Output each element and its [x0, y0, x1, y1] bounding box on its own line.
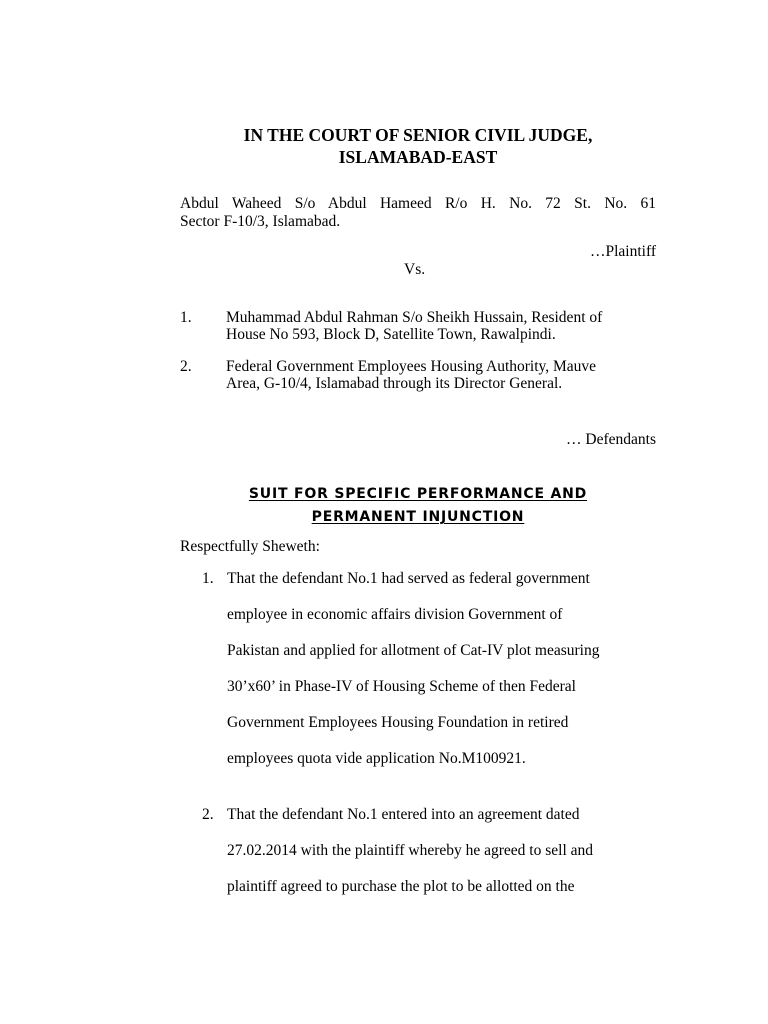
defendants-role: … Defendants	[566, 431, 656, 448]
paragraph-1	[202, 570, 672, 770]
defendant-number: 1.	[180, 309, 192, 326]
paragraph-number: 2.	[202, 806, 214, 823]
court-heading-line-1: IN THE COURT OF SENIOR CIVIL JUDGE,	[243, 125, 593, 145]
plaintiff-line-2: Sector F-10/3, Islamabad.	[180, 213, 341, 230]
defendant-item-1	[180, 309, 660, 345]
paragraph-line: employees quota vide application No.M100921.	[227, 750, 526, 767]
paragraph-line: plaintiff agreed to purchase the plot to be allotted on the	[227, 878, 575, 895]
paragraph-line: That the defendant No.1 entered into an agreement dated	[227, 806, 580, 823]
defendant-line: Area, G-10/4, Islamabad through its Director General.	[226, 375, 563, 392]
paragraph-line: employee in economic affairs division Government of	[227, 606, 563, 623]
paragraph-2	[202, 806, 672, 906]
defendant-item-2	[180, 358, 660, 394]
suit-title-line-2: PERMANENT INJUNCTION	[311, 509, 525, 525]
paragraph-line: That the defendant No.1 had served as federal government	[227, 570, 590, 587]
plaintiff-role: …Plaintiff	[589, 243, 656, 260]
salutation: Respectfully Sheweth:	[180, 538, 320, 555]
plaintiff-line-1: Abdul Waheed S/o Abdul Hameed R/o H. No. 72 St. No. 61	[180, 195, 656, 212]
defendant-number: 2.	[180, 358, 192, 375]
paragraph-line: Pakistan and applied for allotment of Cat-IV plot measuring	[227, 642, 600, 659]
court-heading-line-2: ISLAMABAD-EAST	[338, 147, 498, 167]
paragraph-number: 1.	[202, 570, 214, 587]
paragraph-line: Government Employees Housing Foundation in retired	[227, 714, 569, 731]
paragraph-line: 27.02.2014 with the plaintiff whereby he agreed to sell and	[227, 842, 594, 859]
defendant-line: Muhammad Abdul Rahman S/o Sheikh Hussain, Resident of	[226, 309, 603, 326]
suit-title-line-1: SUIT FOR SPECIFIC PERFORMANCE AND	[248, 486, 588, 502]
defendant-line: House No 593, Block D, Satellite Town, Rawalpindi.	[226, 326, 556, 343]
plaintiff-description	[180, 195, 656, 231]
versus-label: Vs.	[404, 261, 426, 278]
paragraph-line: 30’x60’ in Phase-IV of Housing Scheme of then Federal	[227, 678, 576, 695]
court-heading	[0, 124, 768, 168]
suit-title	[0, 483, 768, 529]
defendant-line: Federal Government Employees Housing Authority, Mauve	[226, 358, 597, 375]
